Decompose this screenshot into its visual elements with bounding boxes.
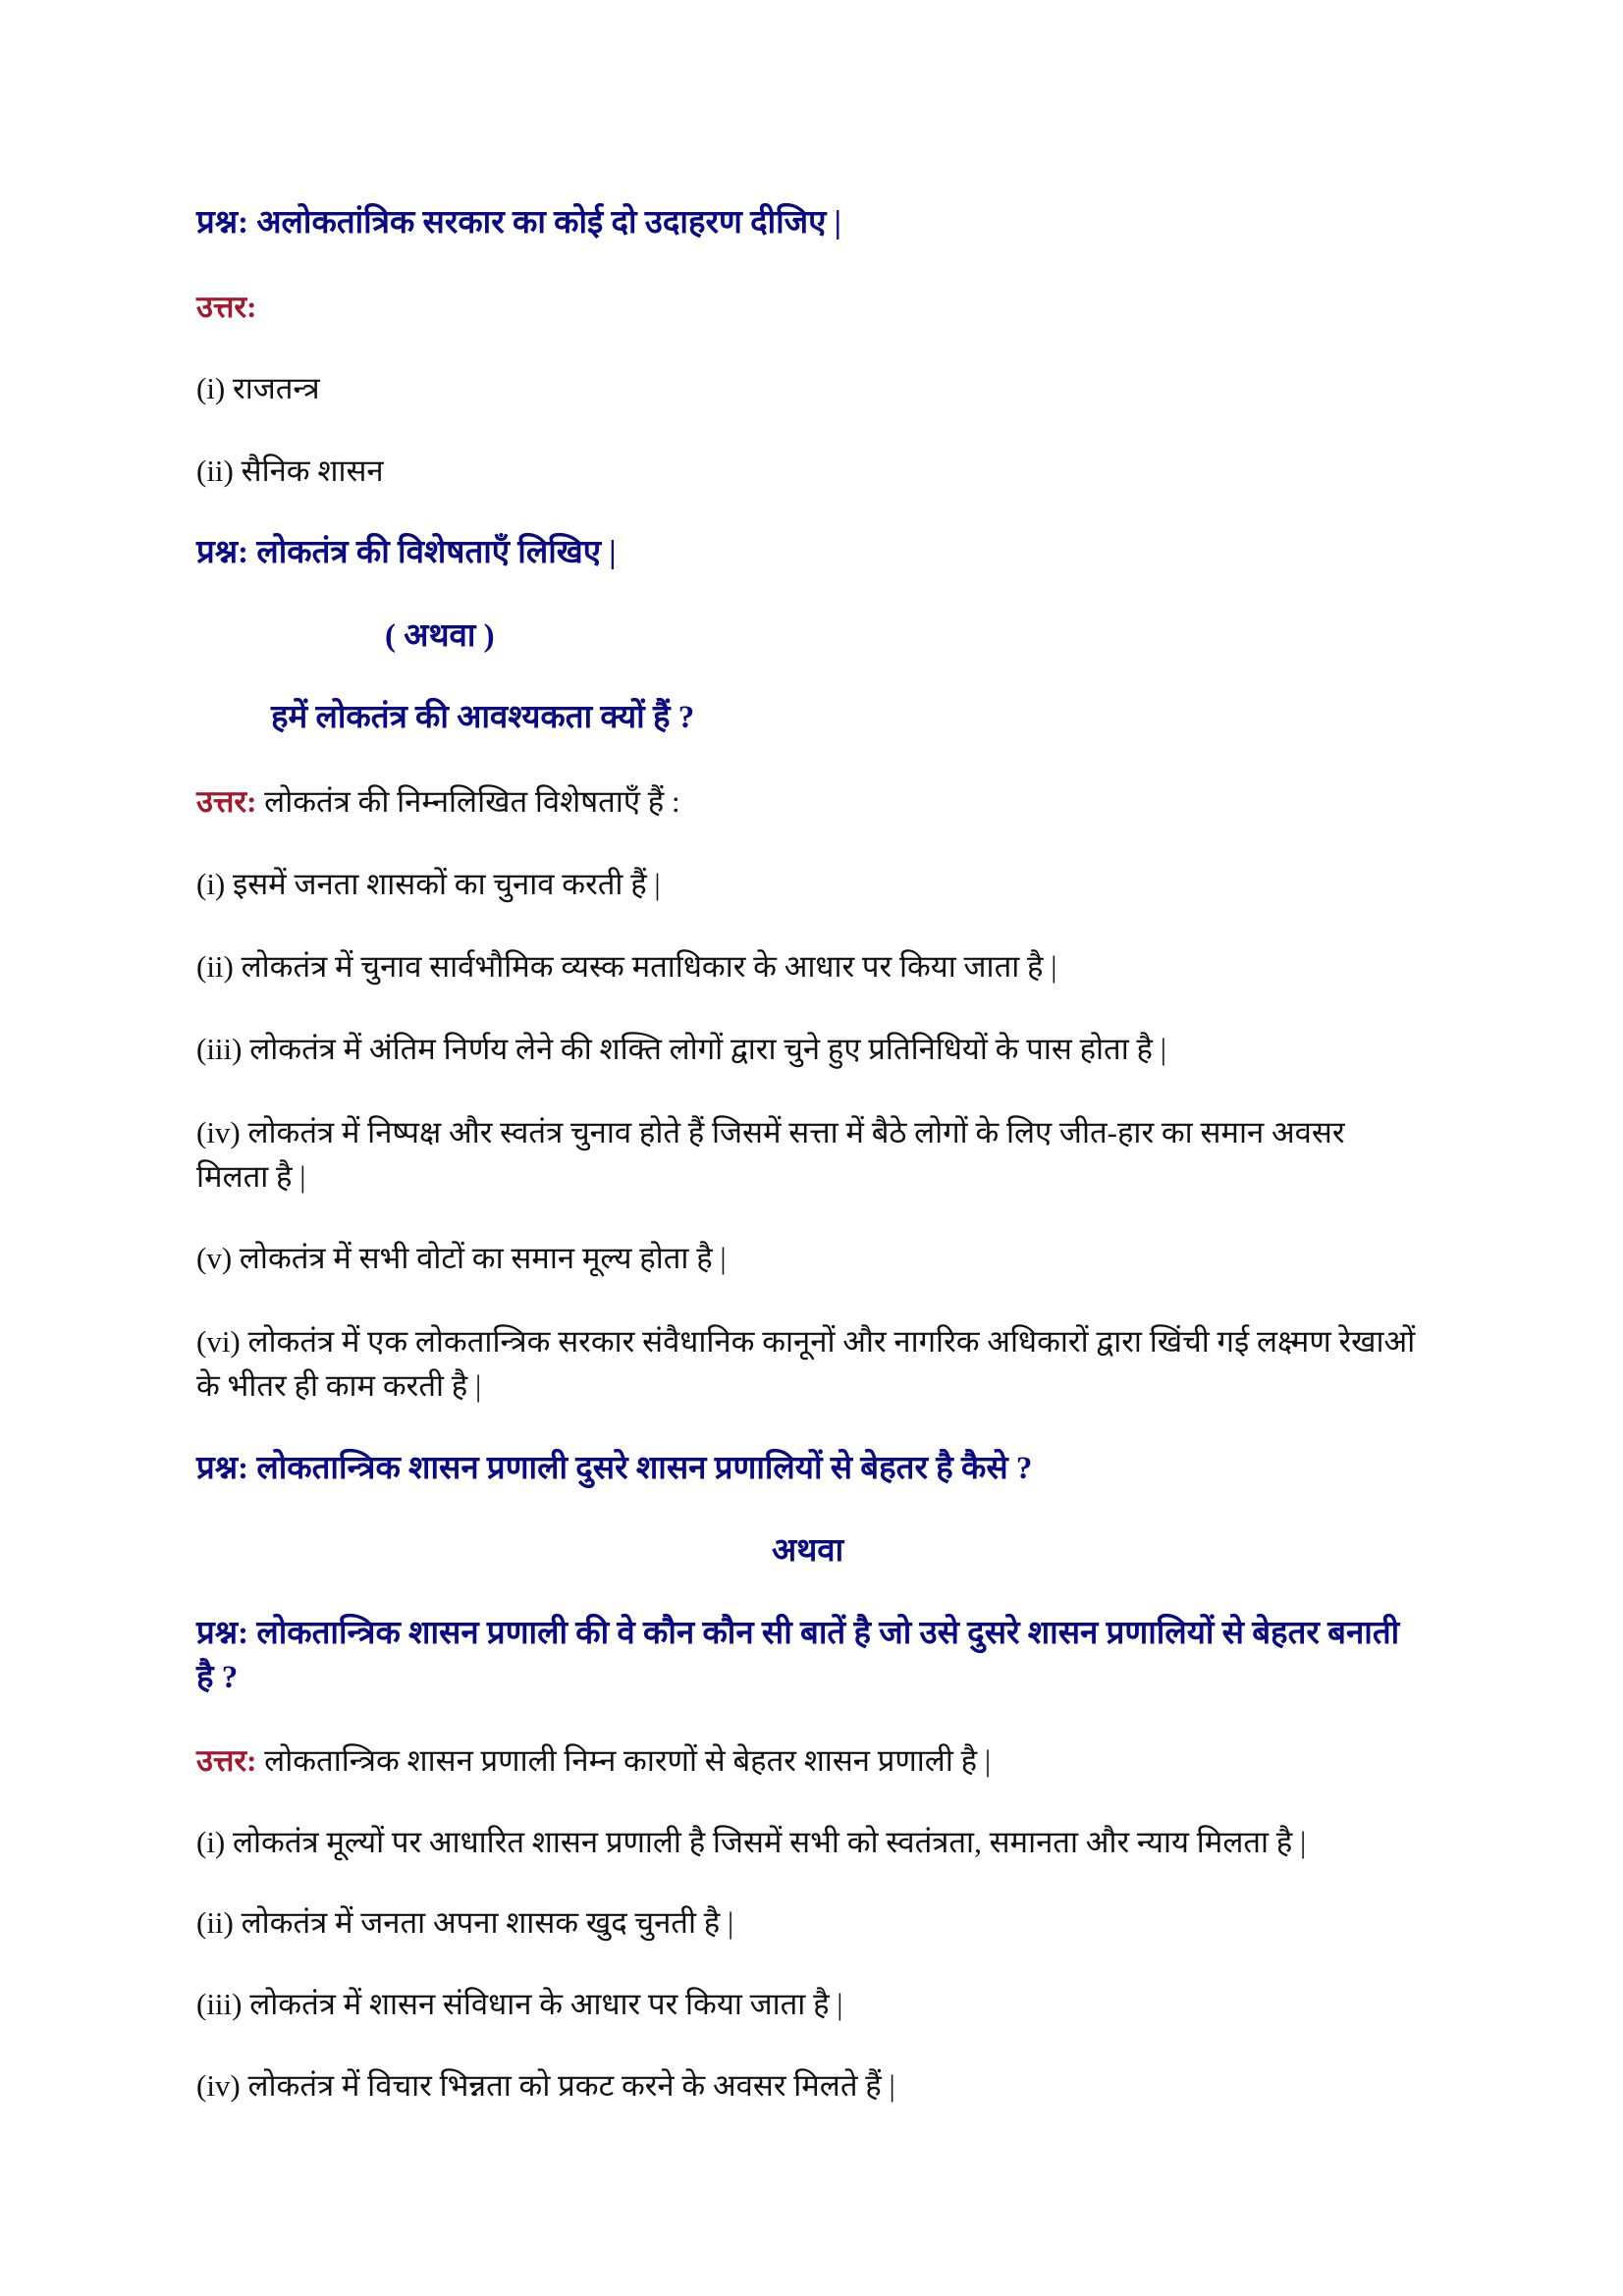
answer-label-1: उत्तर: [196, 290, 257, 324]
answer-label-3: उत्तर: [196, 1743, 257, 1778]
list-item: (iii) लोकतंत्र में अंतिम निर्णय लेने की शक्ति लोगों द्वारा चुने हुए प्रतिनिधियों के पास होता है | [196, 1032, 1166, 1066]
question-3: प्रश्न: लोकतान्त्रिक शासन प्रणाली दुसरे शासन प्रणालियों से बेहतर है कैसे ? [196, 1451, 1033, 1486]
answer-intro-2: लोकतंत्र की निम्नलिखित विशेषताएँ हैं : [256, 784, 680, 819]
or-label-2: ( अथवा ) [385, 618, 495, 654]
list-item: (v) लोकतंत्र में सभी वोटों का समान मूल्य होता है | [196, 1241, 727, 1275]
question-2: प्रश्न: लोकतंत्र की विशेषताएँ लिखिए | [196, 535, 617, 570]
answer-label-2: उत्तर: [196, 784, 257, 819]
answer-2 [196, 779, 1424, 824]
question-1: प्रश्न: अलोकतांत्रिक सरकार का कोई दो उदाहरण दीजिए | [196, 205, 841, 240]
or-label-3: अथवा [772, 1533, 844, 1569]
list-item: (ii) लोकतंत्र में चुनाव सार्वभौमिक व्यस्क मताधिकार के आधार पर किया जाता है | [196, 949, 1057, 984]
question-3-alt: प्रश्न: लोकतान्त्रिक शासन प्रणाली की वे कौन कौन सी बातें है जो उसे दुसरे शासन प्रणालियों से बेहतर बनाती है ? [196, 1616, 1400, 1695]
list-item: (vi) लोकतंत्र में एक लोकतान्त्रिक सरकार संवैधानिक कानूनों और नागरिक अधिकारों द्वारा खिंची गई लक्ष्मण रेखाओं के भीतर ही काम करती है | [196, 1324, 1416, 1403]
list-item: (iii) लोकतंत्र में शासन संविधान के आधार पर किया जाता है | [196, 1987, 843, 2021]
list-item: (i) इसमें जनता शासकों का चुनाव करती हैं | [196, 867, 661, 901]
list-item: (ii) सैनिक शासन [196, 454, 384, 488]
answer-intro-3: लोकतान्त्रिक शासन प्रणाली निम्न कारणों से बेहतर शासन प्रणाली है | [256, 1743, 992, 1778]
question-2-alt: हमें लोकतंत्र की आवश्यकता क्यों हैं ? [271, 700, 695, 735]
list-item: (i) लोकतंत्र मूल्यों पर आधारित शासन प्रणाली है जिसमें सभी को स्वतंत्रता, समानता और न्याय मिलता है | [196, 1825, 1307, 1859]
list-item: (iv) लोकतंत्र में निष्पक्ष और स्वतंत्र चुनाव होते हैं जिसमें सत्ता में बैठे लोगों के लिए जीत-हार का समान अवसर मिलता है | [196, 1115, 1345, 1194]
list-item: (iv) लोकतंत्र में विचार भिन्नता को प्रकट करने के अवसर मिलते हैं | [196, 2068, 895, 2103]
list-item: (i) राजतन्त्र [196, 371, 320, 405]
answer-3 [196, 1738, 1424, 1783]
list-item: (ii) लोकतंत्र में जनता अपना शासक खुद चुनती है | [196, 1905, 734, 1940]
